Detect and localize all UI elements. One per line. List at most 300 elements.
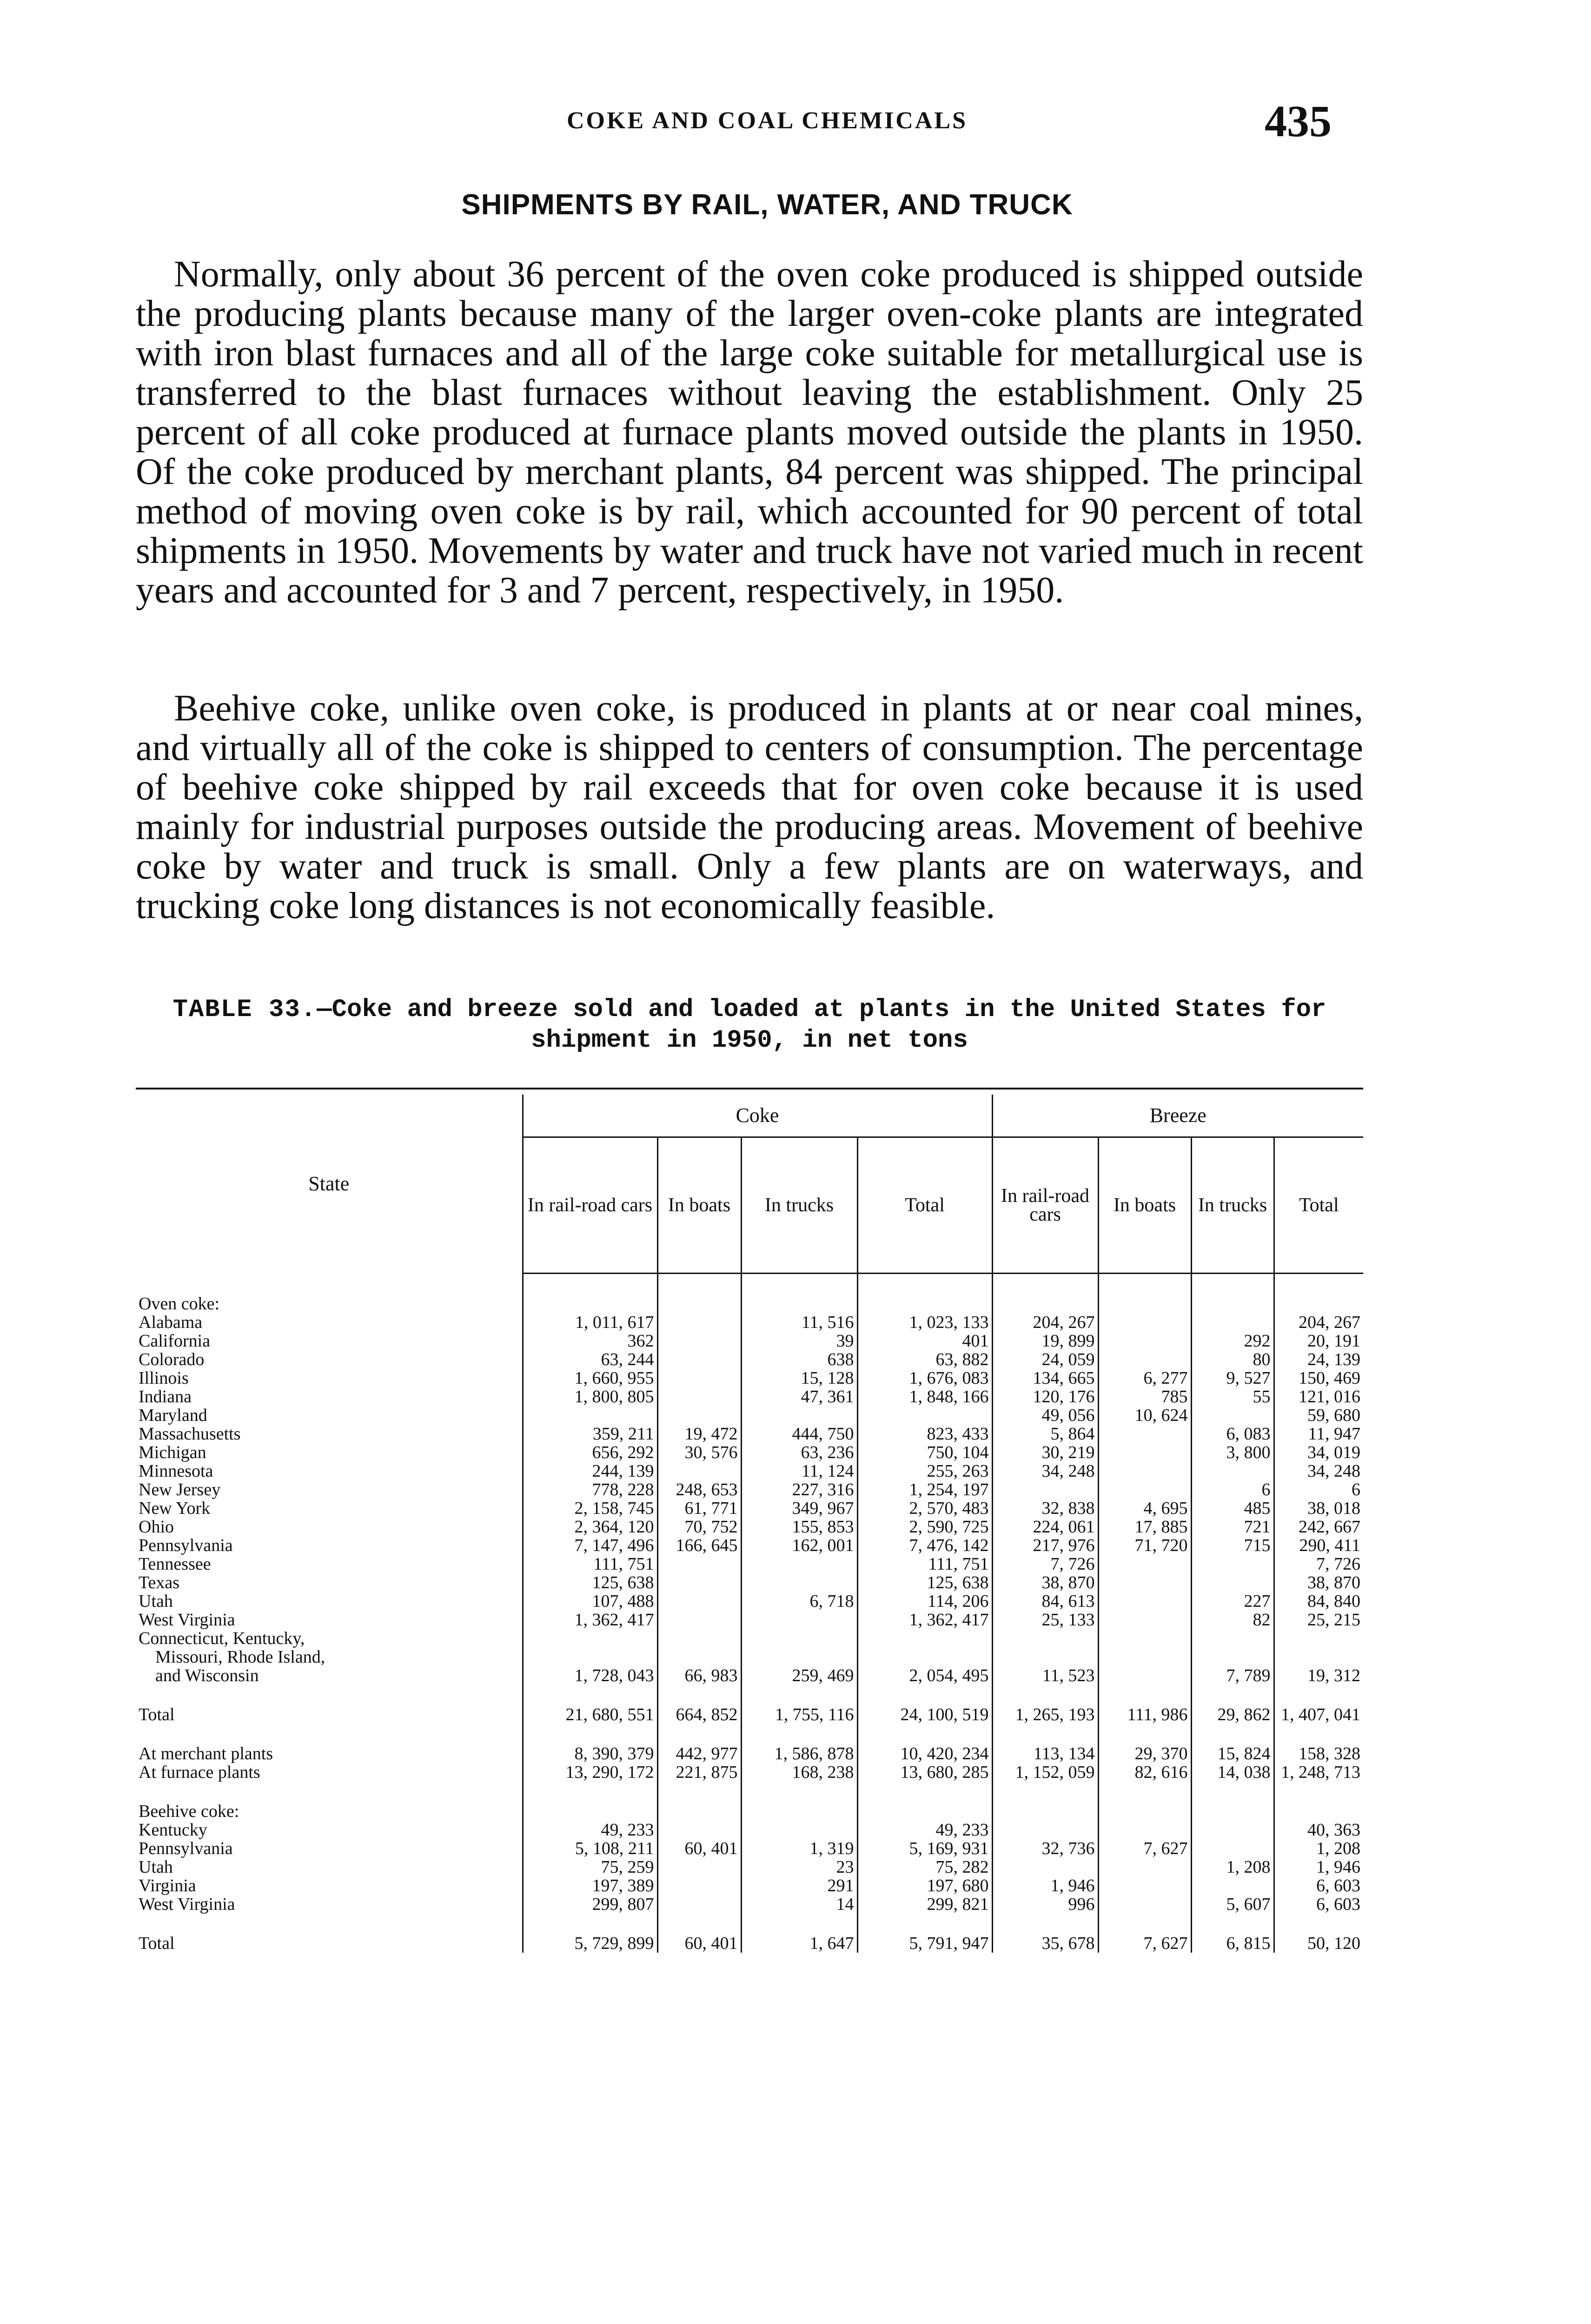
coke-trucks-cell: 14 [741,1895,857,1914]
section-label-row [136,1294,1363,1313]
breeze-rail-cell: 5, 864 [992,1425,1098,1443]
coke-total-cell: 1, 023, 133 [857,1313,992,1332]
paragraph-beehive-coke: Beehive coke, unlike oven coke, is produced in plants at or near coal mines, and virtually all of the coke is shipped to centers of consumption. The percentage of beehive coke shipped by rail exceeds that for oven coke because it is used mainly for industrial purposes outside the producing areas. Movement of beehive coke by water and truck is small. Only a few plants are on waterways, and trucking coke long distances is not economically feasible. [136,688,1363,926]
coke-total-cell: 75, 282 [857,1858,992,1876]
coke-rail-cell: 21, 680, 551 [523,1705,657,1724]
state-column-header: State [308,1172,350,1195]
table-row [136,1462,1363,1480]
coke-total-cell: 1, 362, 417 [857,1611,992,1629]
coke-boats-cell: 66, 983 [657,1629,741,1685]
coke-total-cell: 5, 791, 947 [857,1934,992,1953]
coke-rail-cell [523,1406,657,1425]
state-name: Alabama [139,1313,203,1332]
state-name: At merchant plants [139,1744,273,1763]
breeze-trucks-cell: 14, 038 [1191,1763,1274,1782]
coke-trucks-cell: 444, 750 [741,1425,857,1443]
coke-boats-cell: 166, 645 [657,1536,741,1555]
coke-trucks-cell: 1, 755, 116 [741,1705,857,1724]
breeze-rail-cell: 32, 736 [992,1839,1098,1858]
breeze-boats-cell [1098,1443,1191,1462]
coke-rail-header: In rail-road cars [523,1137,657,1274]
table-row [136,1536,1363,1555]
table-row [136,1592,1363,1611]
coke-total-cell: 114, 206 [857,1592,992,1611]
coke-total-cell [857,1406,992,1425]
breeze-trucks-cell [1191,1313,1274,1332]
coke-boats-cell: 19, 472 [657,1425,741,1443]
breeze-total-cell: 11, 947 [1274,1425,1363,1443]
coke-total-cell: 5, 169, 931 [857,1839,992,1858]
coke-total-cell: 1, 848, 166 [857,1387,992,1406]
coke-trucks-cell: 155, 853 [741,1518,857,1536]
table-row [136,1821,1363,1839]
breeze-trucks-header: In trucks [1191,1137,1274,1274]
breeze-total-cell: 50, 120 [1274,1934,1363,1953]
breeze-total-cell: 121, 016 [1274,1387,1363,1406]
table-row [136,1839,1363,1858]
coke-boats-cell [657,1406,741,1425]
table-row [136,1480,1363,1499]
state-name: Utah [139,1858,173,1876]
table-row [136,1425,1363,1443]
coke-trucks-cell: 1, 319 [741,1839,857,1858]
section-label-row [136,1802,1363,1821]
coke-total-cell: 1, 676, 083 [857,1369,992,1387]
coke-boats-cell: 221, 875 [657,1763,741,1782]
breeze-trucks-cell: 3, 800 [1191,1443,1274,1462]
breeze-trucks-cell [1191,1462,1274,1480]
breeze-rail-cell: 1, 946 [992,1876,1098,1895]
breeze-total-cell: 6 [1274,1480,1363,1499]
coke-boats-cell [657,1821,741,1839]
breeze-boats-cell [1098,1895,1191,1914]
breeze-total-cell: 34, 019 [1274,1443,1363,1462]
breeze-trucks-cell: 6, 083 [1191,1425,1274,1443]
breeze-boats-cell: 29, 370 [1098,1744,1191,1763]
breeze-total-cell: 38, 870 [1274,1573,1363,1592]
coke-boats-cell [657,1573,741,1592]
coke-rail-cell: 1, 800, 805 [523,1387,657,1406]
coke-trucks-cell: 349, 967 [741,1499,857,1518]
breeze-total-cell: 204, 267 [1274,1313,1363,1332]
coke-trucks-cell: 1, 647 [741,1934,857,1953]
coke-trucks-cell: 1, 586, 878 [741,1744,857,1763]
breeze-total-cell: 40, 363 [1274,1821,1363,1839]
coke-rail-cell: 63, 244 [523,1350,657,1369]
breeze-boats-cell: 6, 277 [1098,1369,1191,1387]
section-label: Oven coke: [139,1294,220,1313]
coke-rail-cell: 7, 147, 496 [523,1536,657,1555]
breeze-boats-cell [1098,1592,1191,1611]
breeze-rail-cell: 7, 726 [992,1555,1098,1573]
coke-rail-cell: 2, 158, 745 [523,1499,657,1518]
breeze-trucks-cell: 6, 815 [1191,1934,1274,1953]
coke-rail-cell: 1, 728, 043 [523,1629,657,1685]
coke-boats-cell: 248, 653 [657,1480,741,1499]
coke-group-header: Coke [523,1095,992,1137]
spacer-row [136,1782,1363,1802]
breeze-trucks-cell: 80 [1191,1350,1274,1369]
coke-trucks-cell: 168, 238 [741,1763,857,1782]
table-row [136,1350,1363,1369]
state-name: Total [139,1705,175,1724]
state-name: Tennessee [139,1555,211,1573]
state-name-line: Connecticut, Kentucky, [139,1629,305,1648]
state-name: Kentucky [139,1821,207,1839]
coke-total-cell: 125, 638 [857,1573,992,1592]
breeze-boats-cell [1098,1480,1191,1499]
breeze-total-cell: 20, 191 [1274,1332,1363,1350]
breeze-total-cell: 34, 248 [1274,1462,1363,1480]
page-number: 435 [1265,96,1332,146]
coke-boats-cell [657,1387,741,1406]
breeze-rail-cell: 38, 870 [992,1573,1098,1592]
breeze-boats-cell [1098,1858,1191,1876]
coke-total-cell: 24, 100, 519 [857,1705,992,1724]
breeze-total-cell: 6, 603 [1274,1876,1363,1895]
breeze-rail-header: In rail-road cars [992,1137,1098,1274]
breeze-total-cell: 242, 667 [1274,1518,1363,1536]
spacer-row [136,1274,1363,1295]
breeze-rail-cell: 134, 665 [992,1369,1098,1387]
breeze-rail-cell [992,1858,1098,1876]
breeze-boats-cell [1098,1350,1191,1369]
breeze-boats-header: In boats [1098,1137,1191,1274]
breeze-trucks-cell [1191,1555,1274,1573]
coke-total-cell: 750, 104 [857,1443,992,1462]
coke-total-cell: 7, 476, 142 [857,1536,992,1555]
state-name: New York [139,1499,211,1518]
spacer-row [136,1914,1363,1934]
coke-trucks-cell: 23 [741,1858,857,1876]
table-row [136,1313,1363,1332]
breeze-trucks-cell: 1, 208 [1191,1858,1274,1876]
coke-total-cell: 111, 751 [857,1555,992,1573]
coke-rail-cell: 299, 807 [523,1895,657,1914]
coke-total-header: Total [857,1137,992,1274]
coke-trucks-cell [741,1573,857,1592]
breeze-boats-cell [1098,1821,1191,1839]
coke-trucks-cell: 638 [741,1350,857,1369]
coke-trucks-cell: 11, 124 [741,1462,857,1480]
shipments-table [136,1095,1363,1953]
coke-total-cell: 1, 254, 197 [857,1480,992,1499]
state-name: New Jersey [139,1480,221,1499]
breeze-rail-cell [992,1480,1098,1499]
coke-boats-cell: 60, 401 [657,1934,741,1953]
state-name: West Virginia [139,1611,235,1629]
state-name: Ohio [139,1518,174,1536]
table-row [136,1876,1363,1895]
breeze-trucks-cell: 55 [1191,1387,1274,1406]
breeze-boats-cell: 7, 627 [1098,1839,1191,1858]
breeze-boats-cell [1098,1425,1191,1443]
coke-boats-cell [657,1876,741,1895]
section-heading: SHIPMENTS BY RAIL, WATER, AND TRUCK [461,189,1073,221]
breeze-boats-cell [1098,1313,1191,1332]
breeze-boats-cell [1098,1462,1191,1480]
breeze-rail-cell: 1, 152, 059 [992,1763,1098,1782]
coke-rail-cell: 359, 211 [523,1425,657,1443]
state-name: West Virginia [139,1895,235,1914]
coke-boats-cell [657,1555,741,1573]
breeze-trucks-cell: 227 [1191,1592,1274,1611]
table-row [136,1406,1363,1425]
breeze-rail-cell: 217, 976 [992,1536,1098,1555]
breeze-total-cell: 7, 726 [1274,1555,1363,1573]
state-name-line: and Wisconsin [155,1666,259,1685]
breeze-rail-cell: 32, 838 [992,1499,1098,1518]
coke-boats-cell [657,1369,741,1387]
coke-total-cell: 2, 590, 725 [857,1518,992,1536]
breeze-total-cell: 290, 411 [1274,1536,1363,1555]
coke-trucks-cell [741,1611,857,1629]
table-row [136,1895,1363,1914]
table-row [136,1518,1363,1536]
breeze-rail-cell: 30, 219 [992,1443,1098,1462]
state-name: Colorado [139,1350,205,1369]
coke-trucks-cell: 39 [741,1332,857,1350]
coke-trucks-cell: 162, 001 [741,1536,857,1555]
breeze-trucks-cell: 715 [1191,1536,1274,1555]
breeze-rail-cell: 120, 176 [992,1387,1098,1406]
table-row [136,1555,1363,1573]
coke-rail-cell: 125, 638 [523,1573,657,1592]
coke-boats-cell [657,1858,741,1876]
breeze-boats-cell: 785 [1098,1387,1191,1406]
breeze-trucks-cell: 5, 607 [1191,1895,1274,1914]
coke-trucks-cell: 6, 718 [741,1592,857,1611]
state-name: Michigan [139,1443,206,1462]
breeze-total-cell: 59, 680 [1274,1406,1363,1425]
coke-total-cell: 401 [857,1332,992,1350]
table-caption [136,995,1363,1056]
state-name [136,1629,523,1685]
breeze-trucks-cell [1191,1821,1274,1839]
breeze-boats-cell [1098,1573,1191,1592]
table-row [136,1858,1363,1876]
coke-rail-cell: 244, 139 [523,1462,657,1480]
state-name-line: Missouri, Rhode Island, [155,1647,325,1667]
coke-rail-cell: 111, 751 [523,1555,657,1573]
state-name: California [139,1332,211,1350]
coke-total-cell: 255, 263 [857,1462,992,1480]
coke-rail-cell: 5, 108, 211 [523,1839,657,1858]
spacer-row [136,1685,1363,1705]
coke-boats-cell: 30, 576 [657,1443,741,1462]
breeze-trucks-cell: 82 [1191,1611,1274,1629]
state-name: Maryland [139,1406,207,1425]
breeze-rail-cell: 204, 267 [992,1313,1098,1332]
coke-boats-cell [657,1313,741,1332]
state-name: Minnesota [139,1462,213,1480]
breeze-total-cell: 6, 603 [1274,1895,1363,1914]
table-top-rule [136,1088,1363,1089]
table-row [136,1573,1363,1592]
breeze-rail-cell: 996 [992,1895,1098,1914]
table-row [136,1332,1363,1350]
table-caption-label: TABLE 33. [172,996,317,1024]
breeze-trucks-cell: 7, 789 [1191,1629,1274,1685]
coke-trucks-cell: 15, 128 [741,1369,857,1387]
breeze-trucks-cell: 721 [1191,1518,1274,1536]
coke-trucks-cell: 63, 236 [741,1443,857,1462]
breeze-rail-cell: 113, 134 [992,1744,1098,1763]
table-row [136,1763,1363,1782]
coke-boats-cell [657,1332,741,1350]
breeze-group-header: Breeze [992,1095,1363,1137]
state-name: Massachusetts [139,1425,241,1443]
coke-trucks-cell: 259, 469 [741,1629,857,1685]
coke-boats-cell: 664, 852 [657,1705,741,1724]
breeze-rail-cell: 34, 248 [992,1462,1098,1480]
breeze-rail-cell: 19, 899 [992,1332,1098,1350]
breeze-total-cell: 1, 946 [1274,1858,1363,1876]
breeze-trucks-cell: 15, 824 [1191,1744,1274,1763]
coke-boats-cell: 70, 752 [657,1518,741,1536]
breeze-total-cell: 25, 215 [1274,1611,1363,1629]
breeze-rail-cell [992,1821,1098,1839]
state-name: At furnace plants [139,1763,260,1782]
coke-rail-cell: 362 [523,1332,657,1350]
state-name: Pennsylvania [139,1536,233,1555]
table-row [136,1744,1363,1763]
breeze-trucks-cell: 9, 527 [1191,1369,1274,1387]
total-row [136,1705,1363,1724]
coke-trucks-cell [741,1555,857,1573]
breeze-total-cell: 38, 018 [1274,1499,1363,1518]
breeze-total-cell: 1, 407, 041 [1274,1705,1363,1724]
coke-rail-cell: 1, 362, 417 [523,1611,657,1629]
section-label: Beehive coke: [139,1802,239,1821]
breeze-boats-cell: 111, 986 [1098,1705,1191,1724]
table-caption-text: —Coke and breeze sold and loaded at plants in the United States for shipment in 1950, in net tons [317,996,1326,1055]
breeze-total-cell: 1, 248, 713 [1274,1763,1363,1782]
coke-total-cell: 10, 420, 234 [857,1744,992,1763]
coke-boats-cell [657,1350,741,1369]
coke-boats-cell [657,1895,741,1914]
table-row [136,1387,1363,1406]
coke-total-cell: 299, 821 [857,1895,992,1914]
table-row [136,1369,1363,1387]
coke-total-cell: 13, 680, 285 [857,1763,992,1782]
coke-boats-cell: 442, 977 [657,1744,741,1763]
coke-trucks-header: In trucks [741,1137,857,1274]
coke-total-cell: 2, 570, 483 [857,1499,992,1518]
coke-boats-cell: 60, 401 [657,1839,741,1858]
breeze-boats-cell: 71, 720 [1098,1536,1191,1555]
breeze-total-cell: 1, 208 [1274,1839,1363,1858]
table-row [136,1499,1363,1518]
breeze-rail-cell: 1, 265, 193 [992,1705,1098,1724]
coke-trucks-cell: 11, 516 [741,1313,857,1332]
paragraph-oven-coke: Normally, only about 36 percent of the oven coke produced is shipped outside the producing plants because many of the larger oven-coke plants are integrated with iron blast furnaces and all of the large coke suitable for metallurgical use is transferred to the blast furnaces without leaving the establishment. Only 25 percent of all coke produced at furnace plants moved outside the plants in 1950. Of the coke produced by merchant plants, 84 percent was shipped. The principal method of moving oven coke is by rail, which accounted for 90 percent of total shipments in 1950. Movements by water and truck have not varied much in recent years and accounted for 3 and 7 percent, respectively, in 1950. [136,254,1363,611]
breeze-trucks-cell: 6 [1191,1480,1274,1499]
coke-total-cell: 823, 433 [857,1425,992,1443]
coke-boats-header: In boats [657,1137,741,1274]
state-name: Total [139,1934,175,1953]
coke-trucks-cell [741,1821,857,1839]
breeze-trucks-cell [1191,1573,1274,1592]
breeze-boats-cell: 4, 695 [1098,1499,1191,1518]
coke-boats-cell [657,1592,741,1611]
state-name: Virginia [139,1876,196,1895]
breeze-rail-cell: 84, 613 [992,1592,1098,1611]
breeze-rail-cell: 11, 523 [992,1629,1098,1685]
state-name: Illinois [139,1369,189,1387]
breeze-total-cell: 84, 840 [1274,1592,1363,1611]
coke-total-cell: 63, 882 [857,1350,992,1369]
breeze-boats-cell: 7, 627 [1098,1934,1191,1953]
coke-rail-cell: 2, 364, 120 [523,1518,657,1536]
coke-trucks-cell: 47, 361 [741,1387,857,1406]
breeze-trucks-cell [1191,1876,1274,1895]
breeze-trucks-cell [1191,1839,1274,1858]
breeze-trucks-cell: 485 [1191,1499,1274,1518]
coke-total-cell: 2, 054, 495 [857,1629,992,1685]
breeze-rail-cell: 224, 061 [992,1518,1098,1536]
table-row [136,1611,1363,1629]
state-name: Utah [139,1592,173,1611]
table-body [136,1274,1363,1953]
coke-boats-cell: 61, 771 [657,1499,741,1518]
running-head: COKE AND COAL CHEMICALS [567,107,968,134]
total-row [136,1934,1363,1953]
coke-rail-cell: 107, 488 [523,1592,657,1611]
breeze-boats-cell [1098,1876,1191,1895]
coke-rail-cell: 8, 390, 379 [523,1744,657,1763]
coke-total-cell: 197, 680 [857,1876,992,1895]
coke-trucks-cell: 227, 316 [741,1480,857,1499]
breeze-rail-cell: 24, 059 [992,1350,1098,1369]
coke-total-cell: 49, 233 [857,1821,992,1839]
breeze-trucks-cell [1191,1406,1274,1425]
breeze-total-cell: 19, 312 [1274,1629,1363,1685]
breeze-boats-cell [1098,1629,1191,1685]
breeze-boats-cell: 17, 885 [1098,1518,1191,1536]
coke-rail-cell: 197, 389 [523,1876,657,1895]
spacer-row [136,1724,1363,1744]
breeze-boats-cell: 10, 624 [1098,1406,1191,1425]
state-name: Texas [139,1573,180,1592]
breeze-trucks-cell: 292 [1191,1332,1274,1350]
coke-rail-cell: 13, 290, 172 [523,1763,657,1782]
state-name: Indiana [139,1387,192,1406]
breeze-rail-cell: 49, 056 [992,1406,1098,1425]
breeze-total-cell: 158, 328 [1274,1744,1363,1763]
table-row [136,1629,1363,1685]
coke-trucks-cell: 291 [741,1876,857,1895]
coke-rail-cell: 75, 259 [523,1858,657,1876]
breeze-trucks-cell: 29, 862 [1191,1705,1274,1724]
breeze-rail-cell: 25, 133 [992,1611,1098,1629]
coke-boats-cell [657,1611,741,1629]
coke-rail-cell: 1, 660, 955 [523,1369,657,1387]
breeze-rail-cell: 35, 678 [992,1934,1098,1953]
breeze-boats-cell [1098,1611,1191,1629]
breeze-boats-cell [1098,1555,1191,1573]
coke-rail-cell: 778, 228 [523,1480,657,1499]
coke-rail-cell: 5, 729, 899 [523,1934,657,1953]
breeze-boats-cell: 82, 616 [1098,1763,1191,1782]
coke-rail-cell: 49, 233 [523,1821,657,1839]
breeze-boats-cell [1098,1332,1191,1350]
coke-rail-cell: 656, 292 [523,1443,657,1462]
coke-trucks-cell [741,1406,857,1425]
coke-rail-cell: 1, 011, 617 [523,1313,657,1332]
state-name: Pennsylvania [139,1839,233,1858]
breeze-total-cell: 150, 469 [1274,1369,1363,1387]
